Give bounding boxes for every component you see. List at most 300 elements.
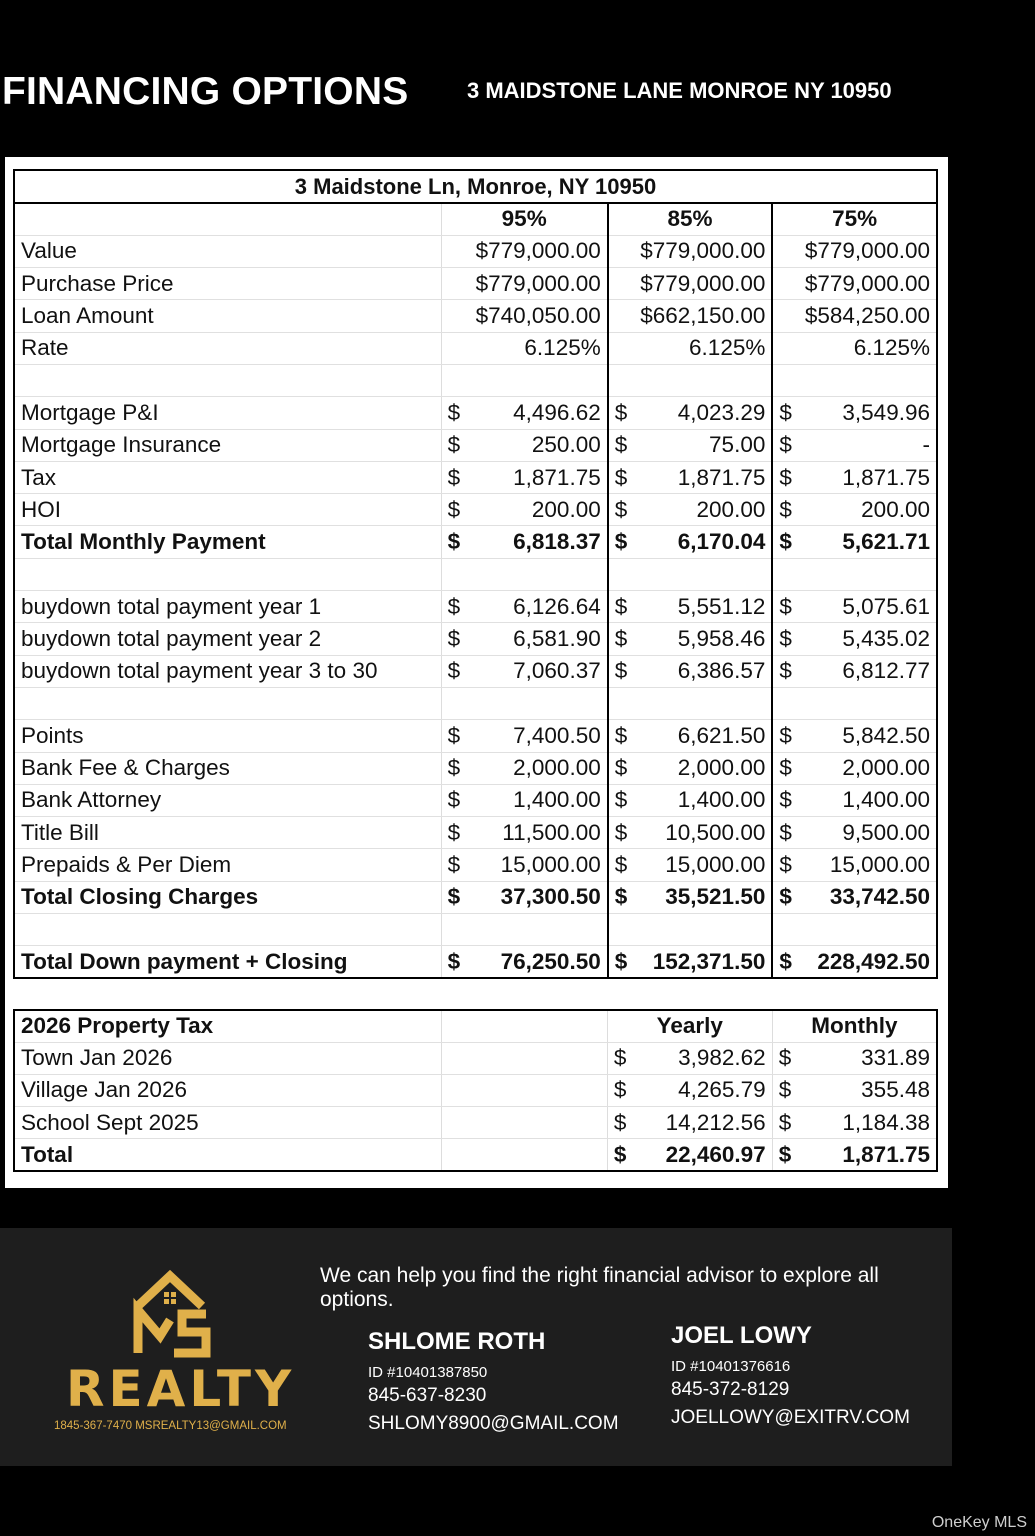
value-cell <box>608 429 773 461</box>
table-row <box>14 397 937 429</box>
row-label: Value <box>14 235 441 267</box>
value-cell <box>608 752 773 784</box>
amount <box>448 755 601 781</box>
value-cell <box>441 784 608 816</box>
value-cell <box>441 494 608 526</box>
amount-value: 200.00 <box>861 496 930 522</box>
empty-cell <box>772 558 937 590</box>
currency-symbol: $ <box>613 1045 627 1071</box>
value-cell <box>441 881 608 913</box>
value-cell <box>772 591 937 623</box>
empty-cell <box>441 687 608 719</box>
value-cell <box>441 397 608 429</box>
agent-email: SHLOMY8900@GMAIL.COM <box>368 1413 619 1434</box>
amount <box>779 820 930 846</box>
value-cell <box>441 623 608 655</box>
agent-id: ID #10401387850 <box>368 1364 488 1381</box>
value-cell: $779,000.00 <box>608 235 773 267</box>
amount-value: 5,551.12 <box>677 593 766 619</box>
amount-value: 6,818.37 <box>513 529 601 555</box>
table-row <box>14 623 937 655</box>
currency-symbol: $ <box>779 432 792 458</box>
table-row <box>14 429 937 461</box>
amount <box>615 594 766 620</box>
table-row <box>14 1042 937 1074</box>
amount <box>615 755 766 781</box>
amount-value: 11,500.00 <box>502 819 601 845</box>
value-cell <box>772 1107 937 1139</box>
amount <box>615 529 766 555</box>
currency-symbol: $ <box>614 755 628 781</box>
row-label: Points <box>14 720 441 752</box>
currency-symbol: $ <box>447 496 461 522</box>
column-header-yearly: Yearly <box>607 1010 772 1042</box>
column-header-monthly: Monthly <box>772 1010 937 1042</box>
table-row <box>14 300 937 332</box>
currency-symbol: $ <box>614 787 628 813</box>
table-row <box>14 784 937 816</box>
financing-table <box>13 169 938 979</box>
value-cell <box>772 623 937 655</box>
amount-value: 4,023.29 <box>677 399 766 425</box>
amount-value: 152,371.50 <box>652 948 766 974</box>
empty-cell <box>441 1107 607 1139</box>
value-cell <box>441 655 608 687</box>
table-row <box>14 1107 937 1139</box>
value-cell: $779,000.00 <box>608 268 773 300</box>
property-address: 3 MAIDSTONE LANE MONROE NY 10950 <box>467 78 892 103</box>
table-row <box>14 817 937 849</box>
agent-email: JOELLOWY@EXITRV.COM <box>671 1407 910 1428</box>
spacer-row <box>14 687 937 719</box>
currency-symbol: $ <box>779 593 792 619</box>
value-cell: $662,150.00 <box>608 300 773 332</box>
currency-symbol: $ <box>614 529 628 555</box>
row-label: Town Jan 2026 <box>14 1042 441 1074</box>
amount-value: 5,842.50 <box>842 722 930 748</box>
currency-symbol: $ <box>614 948 628 974</box>
value-cell <box>772 849 937 881</box>
empty-cell <box>772 364 937 396</box>
footer-banner <box>0 1228 952 1466</box>
amount <box>779 1077 930 1103</box>
row-label: Bank Fee & Charges <box>14 752 441 784</box>
value-cell <box>441 817 608 849</box>
table-row <box>14 1074 937 1106</box>
value-cell <box>608 397 773 429</box>
row-label: Total Down payment + Closing <box>14 946 441 978</box>
agent-name: SHLOME ROTH <box>368 1328 546 1355</box>
agent-card <box>671 1322 910 1429</box>
amount <box>448 884 601 910</box>
table-title: 3 Maidstone Ln, Monroe, NY 10950 <box>14 170 937 203</box>
currency-symbol: $ <box>614 464 628 490</box>
amount-value: 15,000.00 <box>500 852 601 878</box>
currency-symbol: $ <box>779 399 792 425</box>
amount-value: 250.00 <box>531 432 601 458</box>
amount <box>615 626 766 652</box>
value-cell: $740,050.00 <box>441 300 608 332</box>
currency-symbol: $ <box>614 626 628 651</box>
empty-cell <box>441 1139 607 1171</box>
amount-value: 2,000.00 <box>513 755 601 781</box>
amount-value: 75.00 <box>709 432 766 458</box>
value-cell <box>772 655 937 687</box>
value-cell <box>772 461 937 493</box>
amount-value: 5,075.61 <box>842 593 930 619</box>
empty-cell <box>441 1042 607 1074</box>
row-label: buydown total payment year 3 to 30 <box>14 655 441 687</box>
amount <box>779 497 930 523</box>
currency-symbol: $ <box>779 948 792 974</box>
amount-value: 7,060.37 <box>513 658 601 684</box>
value-cell <box>608 946 773 978</box>
value-cell <box>772 752 937 784</box>
amount-value: 5,958.46 <box>677 626 766 651</box>
amount <box>614 1045 766 1071</box>
empty-cell <box>772 687 937 719</box>
amount <box>615 949 766 975</box>
currency-symbol: $ <box>447 529 461 555</box>
amount-value: 10,500.00 <box>665 819 766 845</box>
row-label: Rate <box>14 332 441 364</box>
currency-symbol: $ <box>779 722 792 748</box>
row-label: Tax <box>14 461 441 493</box>
empty-cell <box>441 364 608 396</box>
amount-value: 5,435.02 <box>842 626 930 651</box>
amount <box>615 497 766 523</box>
amount <box>448 432 601 458</box>
spacer-row <box>14 914 937 946</box>
row-label: Total Closing Charges <box>14 881 441 913</box>
currency-symbol: $ <box>614 399 628 425</box>
logo-contact: 1845-367-7470 MSREALTY13@GMAIL.COM <box>54 1420 287 1432</box>
amount <box>448 594 601 620</box>
empty-cell <box>14 364 441 396</box>
currency-symbol: $ <box>614 432 628 458</box>
page-title: FINANCING OPTIONS <box>2 70 409 113</box>
amount-value: 2,000.00 <box>842 755 930 781</box>
currency-symbol: $ <box>613 1077 627 1103</box>
tagline: We can help you find the right financial advisor to explore all options. <box>320 1264 879 1311</box>
tax-table-title: 2026 Property Tax <box>14 1010 441 1042</box>
empty-cell <box>772 914 937 946</box>
amount-value: 1,871.75 <box>842 1141 930 1167</box>
empty-cell <box>441 558 608 590</box>
amount <box>779 465 930 491</box>
currency-symbol: $ <box>779 658 792 684</box>
amount-value: 5,621.71 <box>842 529 930 555</box>
property-tax-table <box>13 1009 938 1172</box>
amount <box>448 626 601 652</box>
currency-symbol: $ <box>614 496 628 522</box>
amount-value: 1,871.75 <box>677 464 766 490</box>
currency-symbol: $ <box>779 852 792 878</box>
currency-symbol: $ <box>447 658 461 684</box>
row-label: buydown total payment year 1 <box>14 591 441 623</box>
value-cell <box>772 1074 937 1106</box>
value-cell: 6.125% <box>772 332 937 364</box>
empty-cell <box>441 914 608 946</box>
value-cell <box>607 1074 772 1106</box>
currency-symbol: $ <box>614 593 628 619</box>
currency-symbol: $ <box>778 1077 792 1103</box>
empty-cell <box>608 364 773 396</box>
amount-value: 1,184.38 <box>842 1109 930 1135</box>
table-row <box>14 332 937 364</box>
table-row <box>14 591 937 623</box>
currency-symbol: $ <box>447 593 461 619</box>
empty-cell <box>608 687 773 719</box>
row-label: Mortgage P&I <box>14 397 441 429</box>
currency-symbol: $ <box>779 464 792 490</box>
value-cell <box>441 591 608 623</box>
empty-cell <box>14 558 441 590</box>
row-label: School Sept 2025 <box>14 1107 441 1139</box>
value-cell <box>608 623 773 655</box>
currency-symbol: $ <box>447 626 461 651</box>
value-cell: $779,000.00 <box>441 235 608 267</box>
amount <box>779 755 930 781</box>
empty-cell <box>608 558 773 590</box>
amount <box>448 529 601 555</box>
amount-value: 9,500.00 <box>842 819 930 845</box>
value-cell <box>772 881 937 913</box>
value-cell <box>772 1139 937 1171</box>
row-label: Village Jan 2026 <box>14 1074 441 1106</box>
currency-symbol: $ <box>779 626 792 651</box>
empty-cell <box>608 914 773 946</box>
currency-symbol: $ <box>614 658 628 684</box>
currency-symbol: $ <box>779 787 792 813</box>
amount-value: 15,000.00 <box>665 852 766 878</box>
amount-value: 76,250.50 <box>500 948 601 974</box>
currency-symbol: $ <box>613 1141 627 1167</box>
table-row <box>14 720 937 752</box>
value-cell <box>772 784 937 816</box>
amount-value: 1,400.00 <box>842 787 930 813</box>
amount-value: 6,170.04 <box>677 529 766 555</box>
empty-cell <box>441 1074 607 1106</box>
amount <box>615 465 766 491</box>
amount <box>448 465 601 491</box>
value-cell <box>608 849 773 881</box>
value-cell <box>607 1139 772 1171</box>
table-row <box>14 461 937 493</box>
amount-value: 7,400.50 <box>513 722 601 748</box>
currency-symbol: $ <box>447 948 461 974</box>
amount <box>779 626 930 652</box>
value-cell <box>772 397 937 429</box>
currency-symbol: $ <box>779 884 792 910</box>
amount-value: 1,871.75 <box>842 464 930 490</box>
amount <box>614 1110 766 1136</box>
table-row <box>14 235 937 267</box>
amount-value: 33,742.50 <box>829 884 930 910</box>
row-label: Total Monthly Payment <box>14 526 441 558</box>
value-cell <box>441 752 608 784</box>
table-row <box>14 268 937 300</box>
amount-value: 22,460.97 <box>665 1141 766 1167</box>
amount-value: 6,126.64 <box>513 593 601 619</box>
agent-id: ID #10401376616 <box>671 1358 791 1375</box>
amount-value: 6,581.90 <box>513 626 601 651</box>
empty-cell <box>14 687 441 719</box>
currency-symbol: $ <box>778 1045 792 1071</box>
amount <box>779 949 930 975</box>
currency-symbol: $ <box>447 819 461 845</box>
column-header-95: 95% <box>441 203 608 235</box>
amount-value: 355.48 <box>861 1077 930 1103</box>
amount <box>448 852 601 878</box>
value-cell <box>608 494 773 526</box>
amount-value: 3,549.96 <box>842 399 930 425</box>
value-cell: $584,250.00 <box>772 300 937 332</box>
value-cell: $779,000.00 <box>772 235 937 267</box>
table-row <box>14 655 937 687</box>
amount <box>448 658 601 684</box>
amount-value: 15,000.00 <box>829 852 930 878</box>
amount <box>779 658 930 684</box>
amount <box>779 852 930 878</box>
amount <box>448 497 601 523</box>
value-cell <box>441 849 608 881</box>
row-label: Total <box>14 1139 441 1171</box>
row-label: Bank Attorney <box>14 784 441 816</box>
amount <box>614 1142 766 1168</box>
currency-symbol: $ <box>613 1109 627 1135</box>
spacer-row <box>14 558 937 590</box>
currency-symbol: $ <box>447 852 461 878</box>
row-label: Mortgage Insurance <box>14 429 441 461</box>
row-label: Purchase Price <box>14 268 441 300</box>
value-cell <box>608 720 773 752</box>
amount <box>448 820 601 846</box>
table-row <box>14 494 937 526</box>
agent-name: JOEL LOWY <box>671 1322 812 1349</box>
table-row <box>14 946 937 978</box>
value-cell <box>772 817 937 849</box>
spreadsheet-image <box>5 157 948 1188</box>
currency-symbol: $ <box>779 496 792 522</box>
amount <box>779 432 930 458</box>
currency-symbol: $ <box>447 755 461 781</box>
agent-card <box>368 1328 619 1435</box>
value-cell <box>441 526 608 558</box>
currency-symbol: $ <box>447 432 461 458</box>
row-label: Prepaids & Per Diem <box>14 849 441 881</box>
amount-value: 35,521.50 <box>665 884 766 910</box>
value-cell <box>607 1107 772 1139</box>
amount-value: 200.00 <box>531 496 601 522</box>
amount <box>615 852 766 878</box>
amount-value: 2,000.00 <box>677 755 766 781</box>
value-cell <box>608 817 773 849</box>
amount-value: 331.89 <box>861 1045 930 1071</box>
amount <box>614 1077 766 1103</box>
value-cell: 6.125% <box>441 332 608 364</box>
amount-value: 37,300.50 <box>500 884 601 910</box>
currency-symbol: $ <box>779 755 792 781</box>
row-label: Loan Amount <box>14 300 441 332</box>
table-row <box>14 1139 937 1171</box>
amount <box>779 1045 930 1071</box>
amount <box>615 787 766 813</box>
amount <box>779 1142 930 1168</box>
amount-value: - <box>922 432 930 458</box>
value-cell <box>772 720 937 752</box>
value-cell <box>607 1042 772 1074</box>
value-cell <box>608 526 773 558</box>
amount-value: 228,492.50 <box>817 948 930 974</box>
amount <box>448 723 601 749</box>
value-cell: $779,000.00 <box>772 268 937 300</box>
amount <box>779 400 930 426</box>
value-cell <box>441 946 608 978</box>
value-cell: 6.125% <box>608 332 773 364</box>
value-cell: $779,000.00 <box>441 268 608 300</box>
value-cell <box>608 461 773 493</box>
currency-symbol: $ <box>614 819 628 845</box>
amount <box>779 529 930 555</box>
amount-value: 1,871.75 <box>513 464 601 490</box>
value-cell <box>608 881 773 913</box>
agent-phone: 845-637-8230 <box>368 1385 487 1406</box>
logo-wordmark: REALTY <box>66 1360 296 1418</box>
amount <box>615 400 766 426</box>
amount-value: 3,982.62 <box>678 1045 766 1071</box>
column-header-85: 85% <box>608 203 773 235</box>
currency-symbol: $ <box>614 884 628 910</box>
value-cell <box>608 784 773 816</box>
amount-value: 1,400.00 <box>677 787 766 813</box>
amount <box>448 787 601 813</box>
amount-value: 1,400.00 <box>513 787 601 813</box>
value-cell <box>441 429 608 461</box>
value-cell <box>772 526 937 558</box>
amount <box>779 723 930 749</box>
agent-phone: 845-372-8129 <box>671 1379 790 1400</box>
amount-value: 6,621.50 <box>677 722 766 748</box>
ms-realty-house-logo-icon <box>60 1258 290 1368</box>
table-row <box>14 526 937 558</box>
amount-value: 200.00 <box>696 496 766 522</box>
mls-watermark: OneKey MLS <box>931 1514 1027 1531</box>
amount <box>615 820 766 846</box>
amount <box>448 400 601 426</box>
value-cell <box>772 429 937 461</box>
row-label: Title Bill <box>14 817 441 849</box>
table-row <box>14 752 937 784</box>
currency-symbol: $ <box>447 884 461 910</box>
currency-symbol: $ <box>447 399 461 425</box>
amount <box>448 949 601 975</box>
currency-symbol: $ <box>447 787 461 813</box>
currency-symbol: $ <box>779 819 792 845</box>
amount <box>779 884 930 910</box>
amount <box>779 594 930 620</box>
currency-symbol: $ <box>779 529 792 555</box>
currency-symbol: $ <box>447 722 461 748</box>
column-header-75: 75% <box>772 203 937 235</box>
value-cell <box>772 1042 937 1074</box>
row-label: HOI <box>14 494 441 526</box>
amount <box>615 432 766 458</box>
value-cell <box>608 655 773 687</box>
value-cell <box>772 494 937 526</box>
table-row <box>14 849 937 881</box>
value-cell <box>608 591 773 623</box>
